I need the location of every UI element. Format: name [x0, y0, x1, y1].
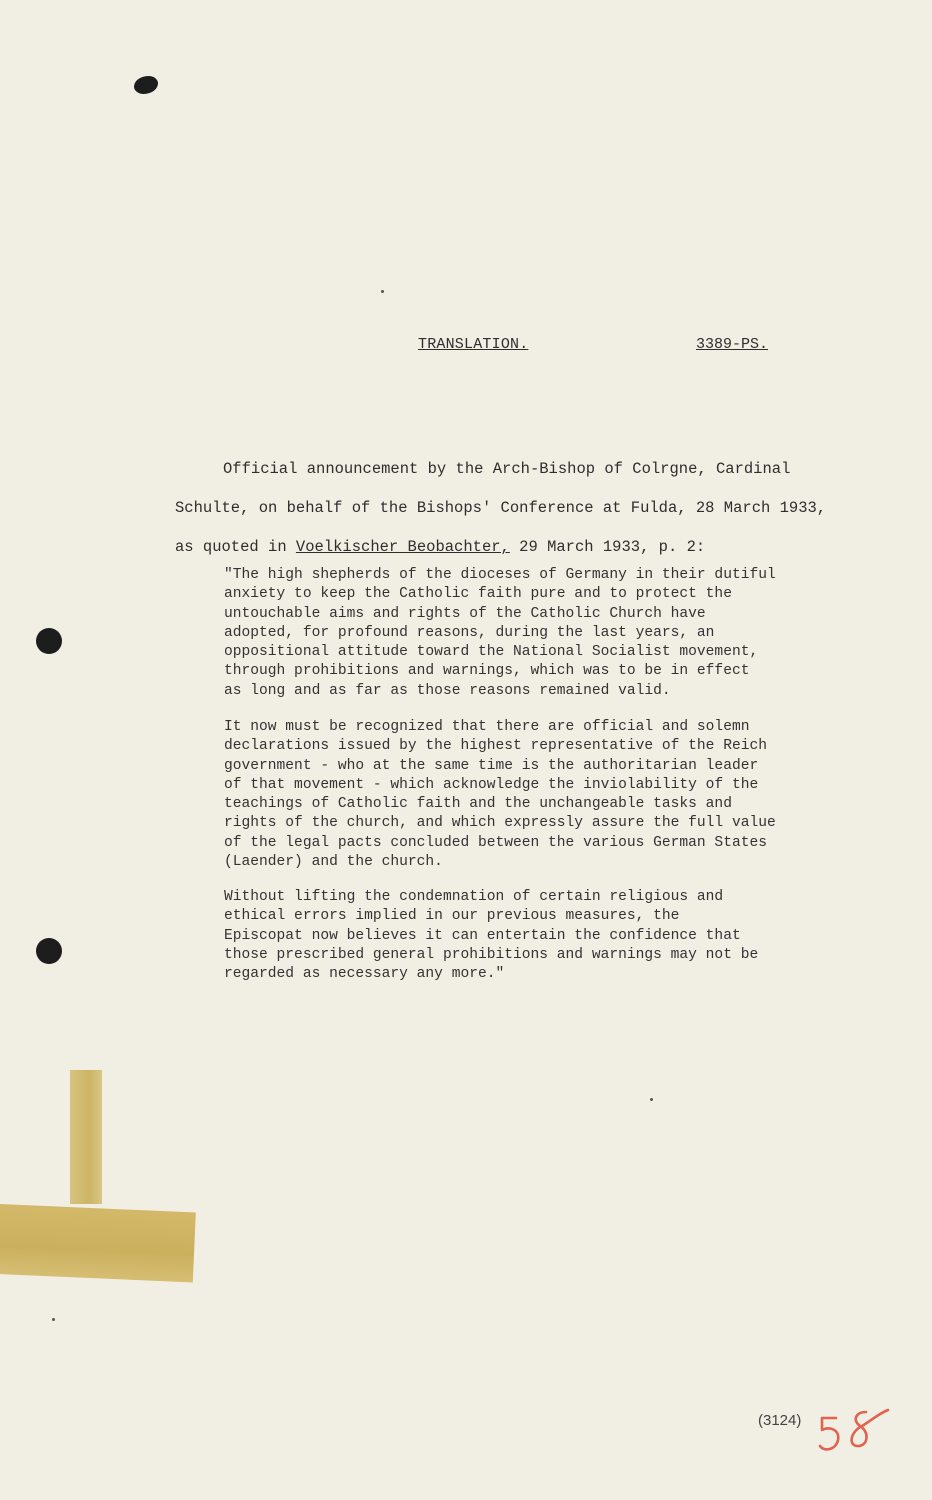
adhesive-tape-vertical — [70, 1070, 102, 1204]
intro-line-3-suffix: 29 March 1933, p. 2: — [509, 538, 706, 556]
adhesive-tape-horizontal — [0, 1204, 196, 1282]
intro-line-2: Schulte, on behalf of the Bishops' Conference at Fulda, 28 March 1933, — [175, 499, 827, 517]
page-code: (3124) — [758, 1412, 802, 1429]
intro-line-3 — [175, 528, 875, 567]
quote-paragraph-1: "The high shepherds of the dioceses of Germany in their dutiful anxiety to keep the Catholic faith pure and to protect the untouchable aims and rights of the Catholic Church have adopted, for profound reasons, during the last years, an oppositional attitude toward the National Socialist movement, through prohibitions and warnings, which was to be in effect as long and as far as those reasons remained valid. — [224, 567, 776, 699]
source-title: Voelkischer Beobachter, — [295, 538, 510, 556]
punch-hole — [36, 628, 62, 654]
document-number: 3389-PS. — [696, 336, 769, 353]
ink-speck — [381, 290, 384, 293]
handwritten-page-number — [816, 1400, 896, 1460]
translation-heading: TRANSLATION. — [418, 336, 529, 353]
quote-paragraph-2: It now must be recognized that there are official and solemn declarations issued by the highest representative of the Reich government - who at the same time is the authoritarian leader of that movement - which acknowledge the inviolability of the teachings of Catholic faith and the unchangeable tasks and rights of the church, and which expressly assure the full value of the legal pacts concluded between the various German States (Laender) and the church. — [224, 719, 776, 871]
punch-hole — [36, 938, 62, 964]
intro-paragraph — [175, 450, 875, 567]
intro-line-1: Official announcement by the Arch-Bishop of Colrgne, Cardinal — [223, 460, 791, 478]
punch-hole — [134, 76, 158, 94]
ink-speck — [52, 1318, 55, 1321]
quote-paragraph-3: Without lifting the condemnation of certain religious and ethical errors implied in our previous measures, the Episcopat now believes it can entertain the confidence that those prescribed general prohibitions and warnings may not be regarded as necessary any more." — [224, 889, 759, 983]
ink-speck — [650, 1098, 653, 1101]
intro-line-3-prefix: as quoted in — [175, 538, 296, 556]
